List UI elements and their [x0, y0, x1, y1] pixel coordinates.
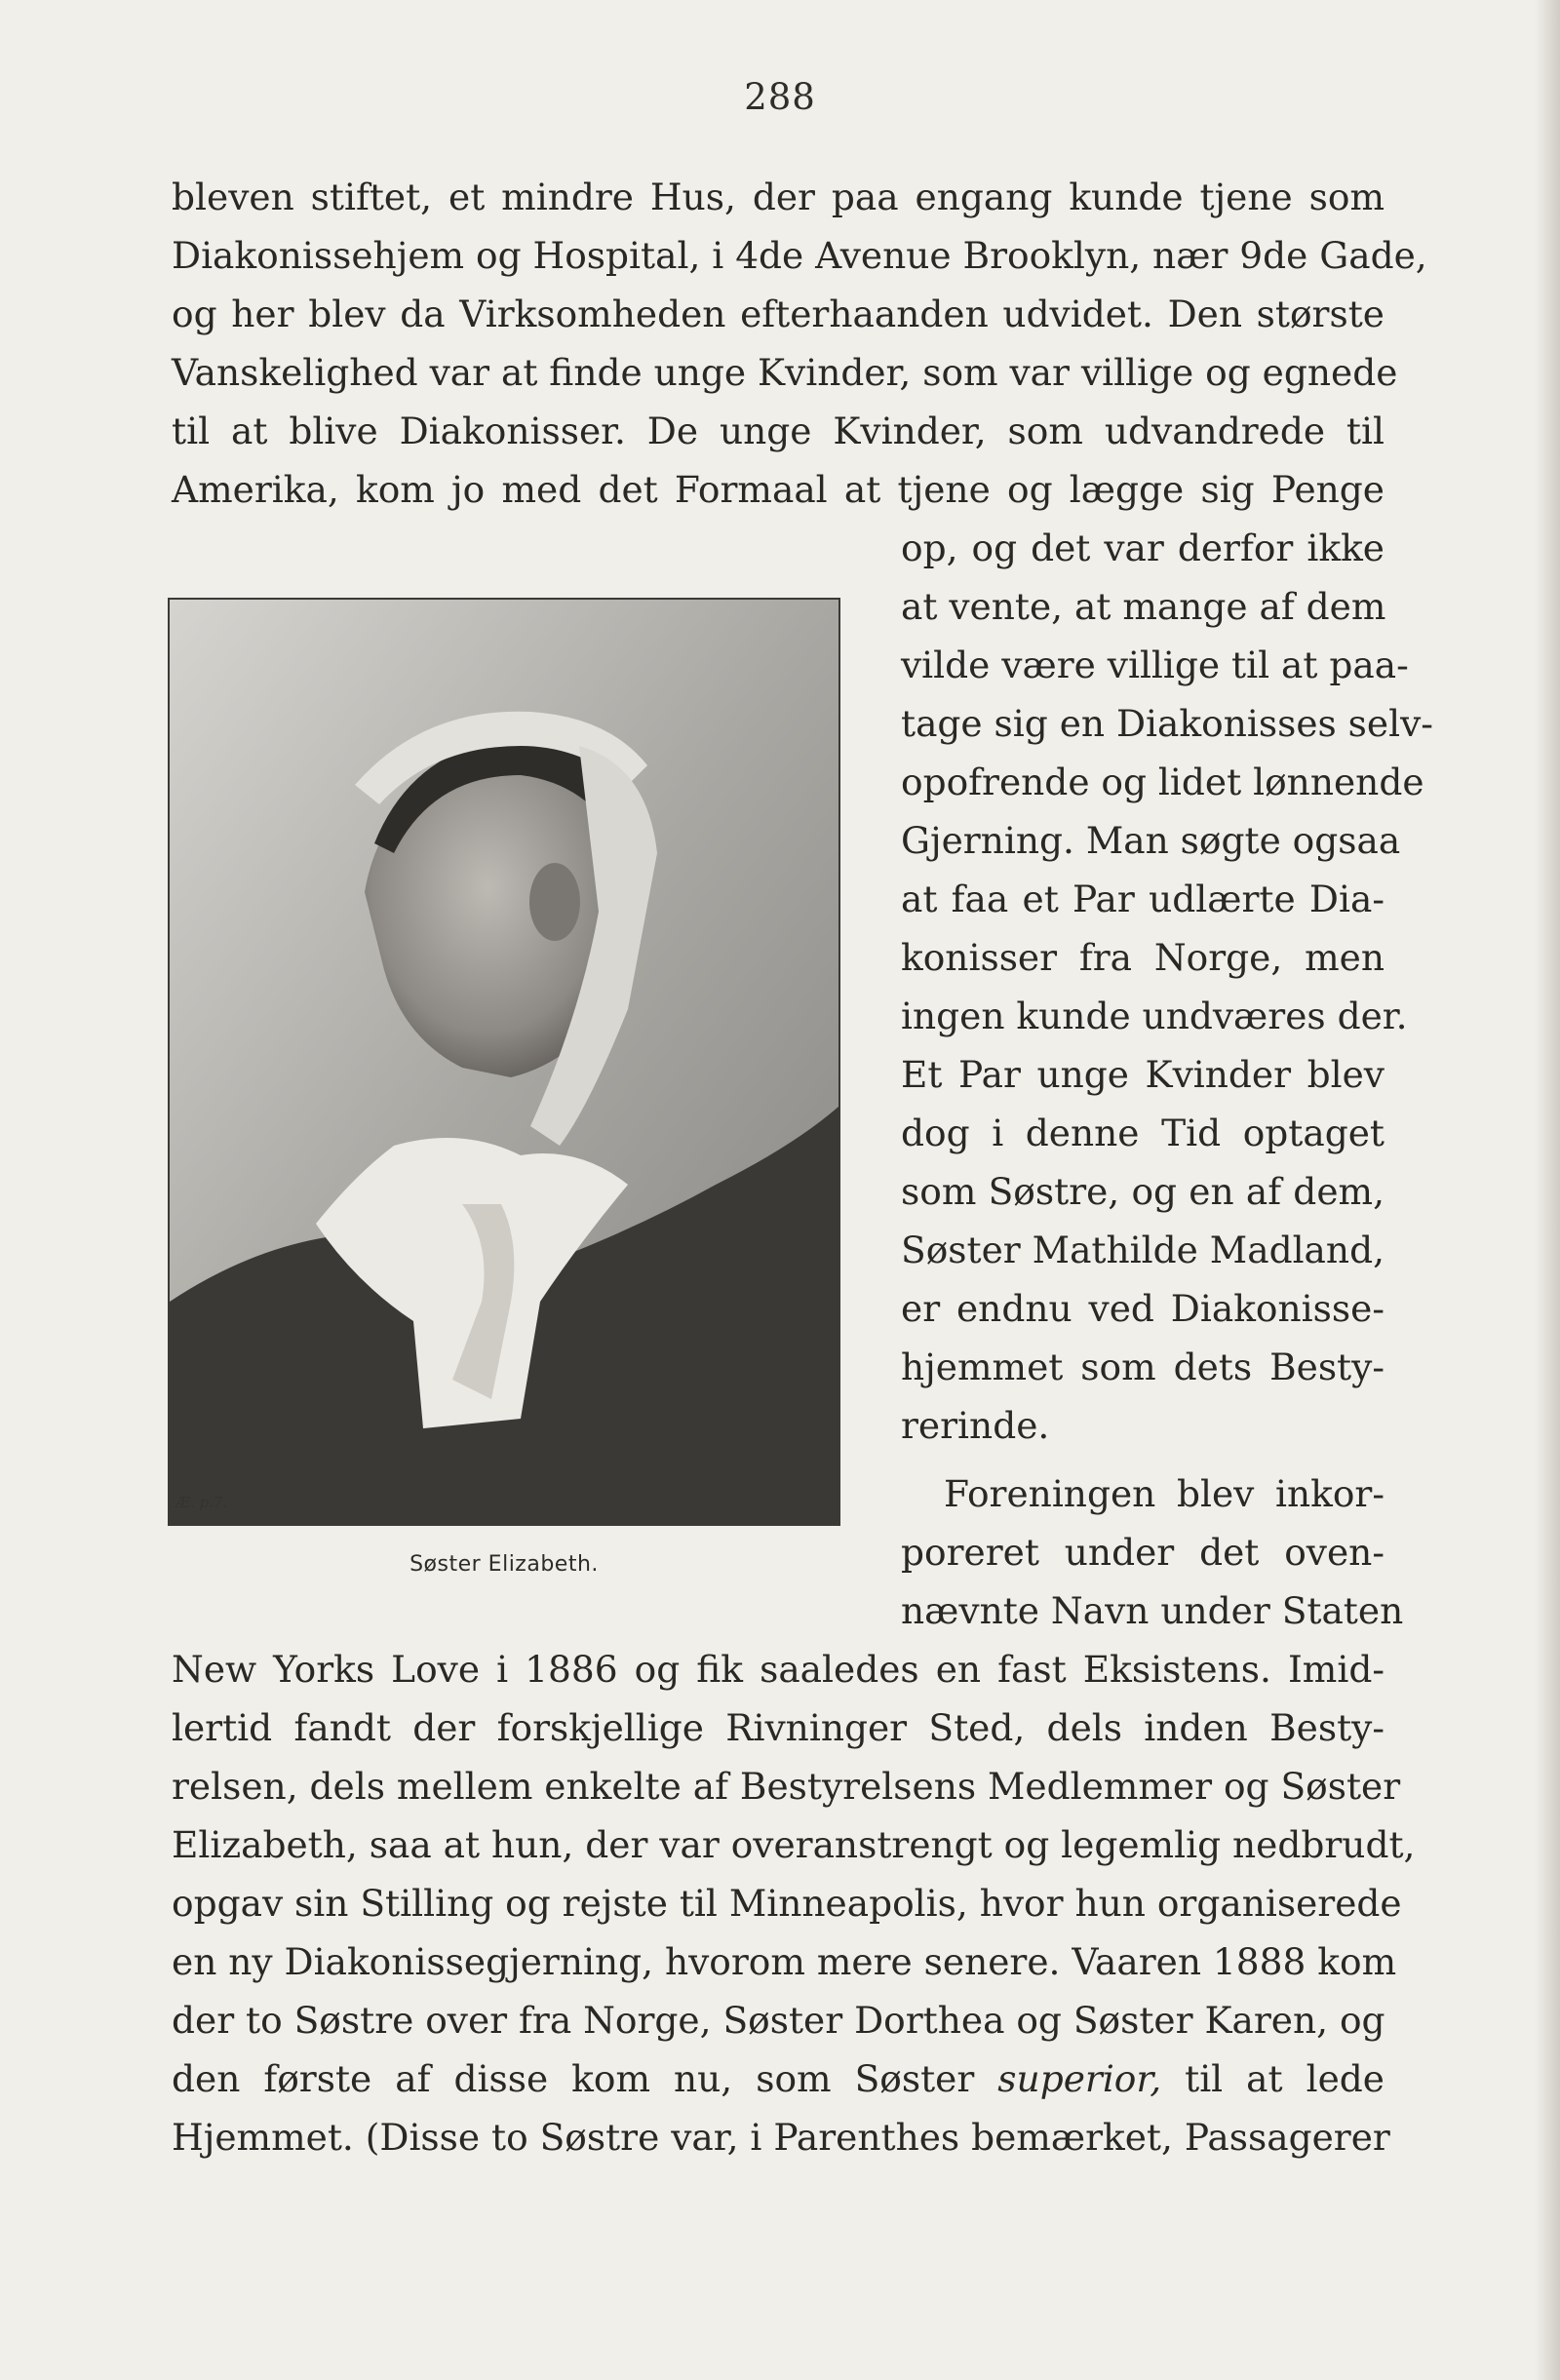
text-line: konisser fra Norge, men [901, 936, 1384, 979]
engraver-mark: Æ. p.7. [176, 1494, 228, 1511]
text-segment: den første af disse kom nu, som Søster [172, 2057, 998, 2100]
portrait-photograph [168, 598, 840, 1526]
text-line: Amerika, kom jo med det Formaal at tjene og lægge sig Penge [172, 468, 1384, 511]
text-line-superior [172, 2049, 1384, 2108]
text-line: hjemmet som dets Besty- [901, 1346, 1384, 1388]
text-line: relsen, dels mellem enkelte af Bestyrelsens Medlemmer og Søster [172, 1765, 1401, 1808]
text-line: tage sig en Diakonisses selv- [901, 702, 1433, 745]
text-line: der to Søstre over fra Norge, Søster Dorthea og Søster Karen, og [172, 1999, 1385, 2042]
text-line: Gjerning. Man søgte ogsaa [901, 819, 1401, 862]
text-line: Hjemmet. (Disse to Søstre var, i Parenthes bemærket, Passagerer [172, 2116, 1390, 2159]
text-line: en ny Diakonissegjerning, hvorom mere senere. Vaaren 1888 kom [172, 1940, 1397, 1983]
text-line: poreret under det oven- [901, 1531, 1384, 1574]
text-line: at faa et Par udlærte Dia- [901, 878, 1384, 920]
text-line: Elizabeth, saa at hun, der var overanstrengt og legemlig nedbrudt, [172, 1823, 1416, 1866]
text-line: dog i denne Tid optaget [901, 1112, 1384, 1154]
text-line: er endnu ved Diakonisse- [901, 1287, 1384, 1330]
page-edge-shadow [1535, 0, 1560, 2380]
text-line: opofrende og lidet lønnende [901, 761, 1424, 803]
text-line: Søster Mathilde Madland, [901, 1229, 1384, 1271]
text-line: ingen kunde undværes der. [901, 995, 1408, 1037]
text-line: og her blev da Virksomheden efterhaanden udvidet. Den største [172, 293, 1384, 335]
text-line: Vanskelighed var at finde unge Kvinder, som var villige og egnede [172, 351, 1398, 394]
text-line: som Søstre, og en af dem, [901, 1170, 1384, 1213]
text-line: New Yorks Love i 1886 og fik saaledes en fast Eksistens. Imid- [172, 1648, 1384, 1691]
italic-word: superior, [997, 2057, 1162, 2100]
figure-caption: Søster Elizabeth. [410, 1552, 599, 1577]
text-line: Diakonissehjem og Hospital, i 4de Avenue Brooklyn, nær 9de Gade, [172, 234, 1427, 277]
text-line: bleven stiftet, et mindre Hus, der paa engang kunde tjene som [172, 176, 1384, 218]
portrait-illustration [170, 600, 838, 1524]
text-line: rerinde. [901, 1404, 1050, 1447]
text-line: at vente, at mange af dem [901, 585, 1386, 628]
text-line: Foreningen blev inkor- [944, 1472, 1384, 1515]
text-line: Et Par unge Kvinder blev [901, 1053, 1384, 1096]
text-line: nævnte Navn under Staten [901, 1589, 1404, 1632]
text-line: til at blive Diakonisser. De unge Kvinder, som udvandrede til [172, 410, 1384, 452]
text-line: op, og det var derfor ikke [901, 527, 1384, 569]
text-segment: til at lede [1161, 2057, 1384, 2100]
text-line: lertid fandt der forskjellige Rivninger Sted, dels inden Besty- [172, 1706, 1384, 1749]
text-line: opgav sin Stilling og rejste til Minneapolis, hvor hun organiserede [172, 1882, 1402, 1925]
text-line: vilde være villige til at paa- [901, 644, 1409, 686]
page-number: 288 [744, 76, 816, 118]
